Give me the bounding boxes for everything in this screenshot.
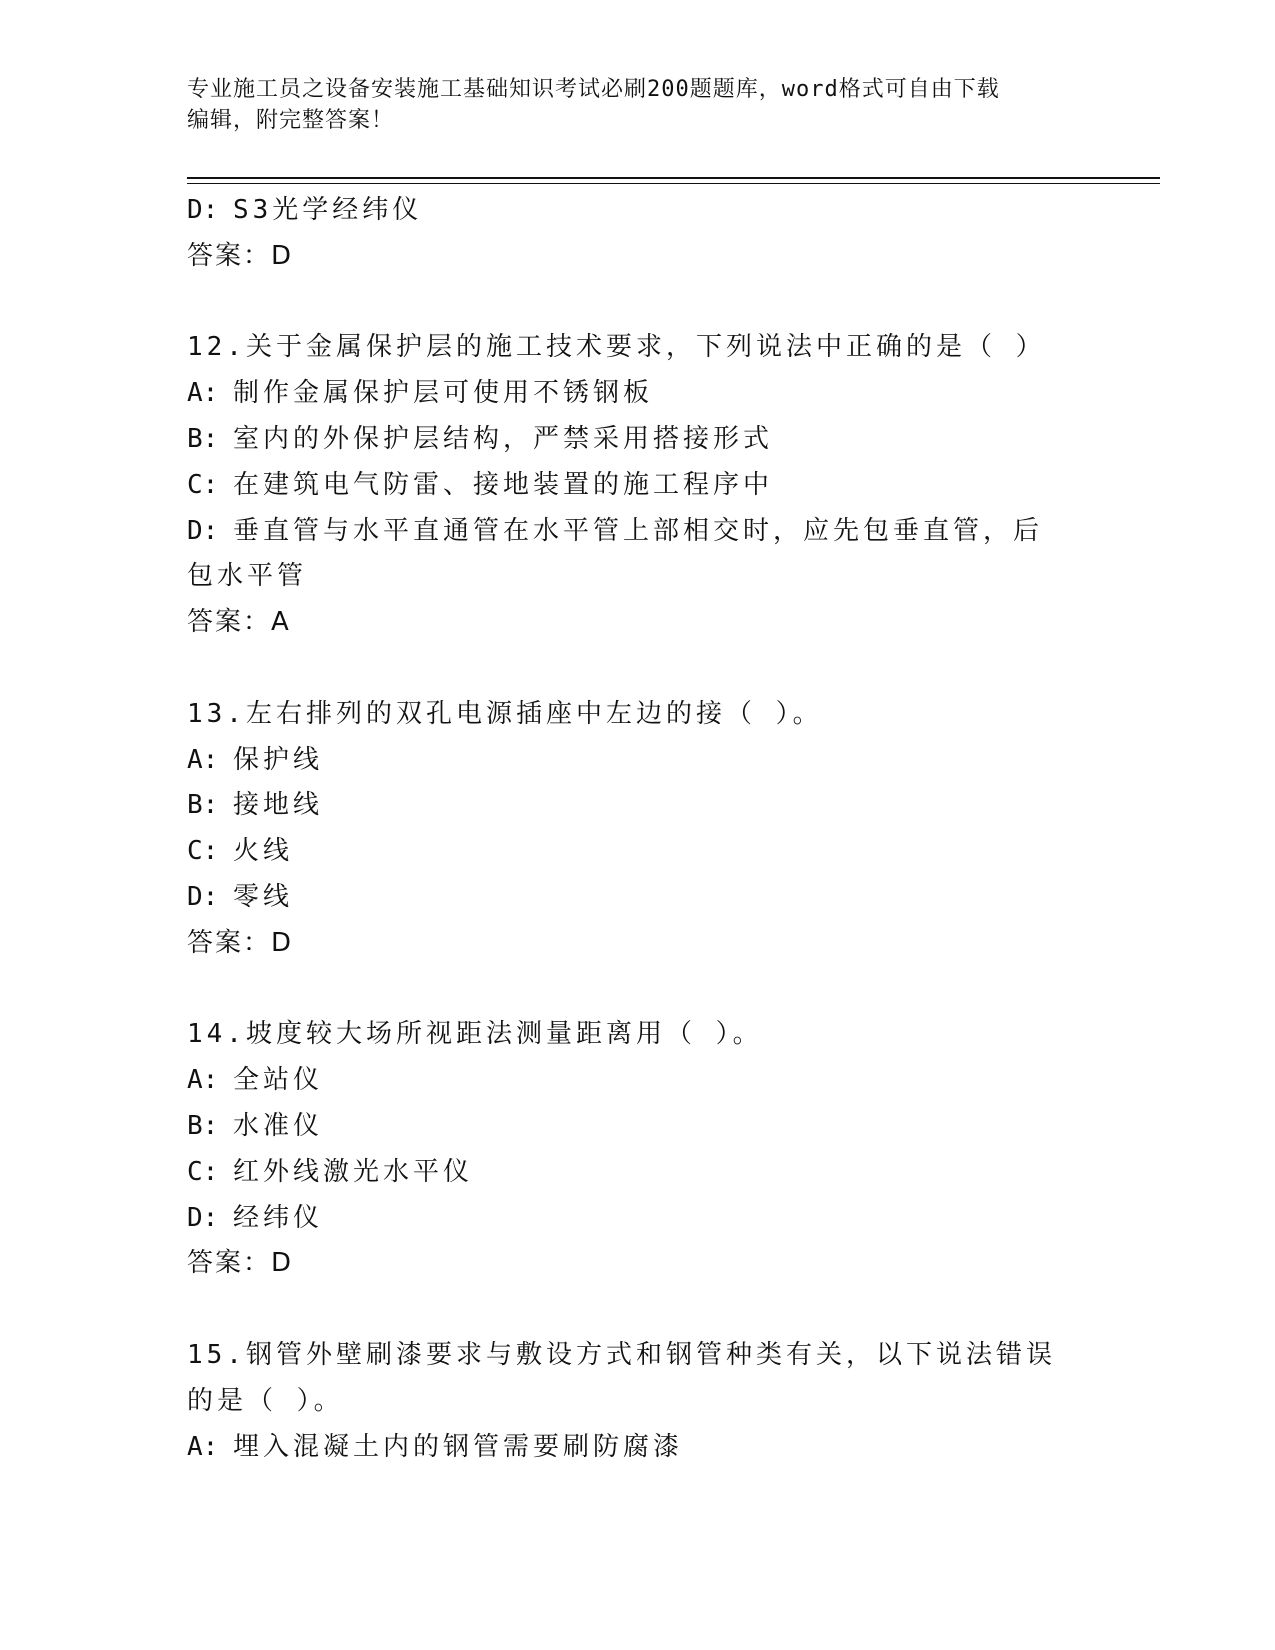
option-text: 保护线 bbox=[233, 744, 324, 775]
option-text: 接地线 bbox=[233, 790, 324, 821]
option-text: 火线 bbox=[233, 836, 294, 867]
option-b bbox=[187, 417, 1087, 463]
document-header bbox=[187, 74, 1087, 136]
answer-line: 答案：A bbox=[187, 607, 291, 638]
option-c bbox=[187, 1150, 1087, 1196]
answer-line: 答案：D bbox=[187, 240, 294, 271]
header-divider-thick bbox=[187, 177, 1160, 179]
header-divider-thin bbox=[187, 183, 1160, 184]
option-letter: B: bbox=[187, 790, 219, 821]
option-text: 埋入混凝土内的钢管需要刷防腐漆 bbox=[233, 1431, 684, 1462]
option-c bbox=[187, 463, 1087, 509]
spacer bbox=[187, 1287, 1087, 1333]
spacer bbox=[187, 967, 1087, 1013]
option-b bbox=[187, 1104, 1087, 1150]
option-a bbox=[187, 371, 1087, 417]
option-letter: A: bbox=[187, 1431, 219, 1462]
question-stem: 15.钢管外壁刷漆要求与敷设方式和钢管种类有关，以下说法错误的是（ ）。 bbox=[187, 1339, 1056, 1416]
option-a bbox=[187, 1425, 1087, 1471]
spacer bbox=[187, 280, 1087, 326]
option-text: 零线 bbox=[233, 881, 294, 912]
option-text: 水准仪 bbox=[233, 1110, 324, 1141]
option-text: 在建筑电气防雷、接地装置的施工程序中 bbox=[233, 469, 774, 500]
option-text: 红外线激光水平仪 bbox=[233, 1156, 474, 1187]
option-letter: D: bbox=[187, 515, 219, 546]
option-a bbox=[187, 1058, 1087, 1104]
option-b bbox=[187, 783, 1087, 829]
option-letter: D: bbox=[187, 195, 219, 225]
option-letter: B: bbox=[187, 423, 219, 454]
option-c bbox=[187, 829, 1087, 875]
header-title-line-1: 专业施工员之设备安装施工基础知识考试必刷200题题库，word格式可自由下载 bbox=[187, 77, 1000, 102]
option-text: 制作金属保护层可使用不锈钢板 bbox=[233, 378, 654, 409]
answer-line: 答案：D bbox=[187, 1248, 294, 1279]
option-d bbox=[187, 875, 1087, 921]
question-stem: 13.左右排列的双孔电源插座中左边的接（ ）。 bbox=[187, 698, 823, 729]
option-letter: D: bbox=[187, 881, 219, 912]
header-title-line-2: 编辑，附完整答案！ bbox=[187, 108, 395, 133]
option-letter: C: bbox=[187, 1156, 219, 1187]
option-letter: A: bbox=[187, 744, 219, 775]
option-letter: C: bbox=[187, 469, 219, 500]
option-text: 垂直管与水平直通管在水平管上部相交时，应先包垂直管，后包水平管 bbox=[187, 515, 1044, 592]
option-letter: A: bbox=[187, 1065, 219, 1096]
option-text: 全站仪 bbox=[233, 1065, 324, 1096]
option-letter: C: bbox=[187, 836, 219, 867]
question-list bbox=[187, 188, 1087, 1470]
question-stem: 14.坡度较大场所视距法测量距离用（ ）。 bbox=[187, 1019, 763, 1050]
option-d bbox=[187, 509, 1057, 601]
option-text: 室内的外保护层结构，严禁采用搭接形式 bbox=[233, 423, 774, 454]
option-text: 经纬仪 bbox=[233, 1202, 324, 1233]
question-stem: 12.关于金属保护层的施工技术要求，下列说法中正确的是（ ） bbox=[187, 332, 1046, 363]
option-letter: B: bbox=[187, 1110, 219, 1141]
option-d bbox=[187, 188, 1087, 234]
option-a bbox=[187, 738, 1087, 784]
option-d bbox=[187, 1196, 1087, 1242]
answer-line: 答案：D bbox=[187, 927, 294, 958]
option-letter: A: bbox=[187, 378, 219, 409]
option-text: S3光学经纬仪 bbox=[233, 195, 423, 225]
option-letter: D: bbox=[187, 1202, 219, 1233]
spacer bbox=[187, 646, 1087, 692]
